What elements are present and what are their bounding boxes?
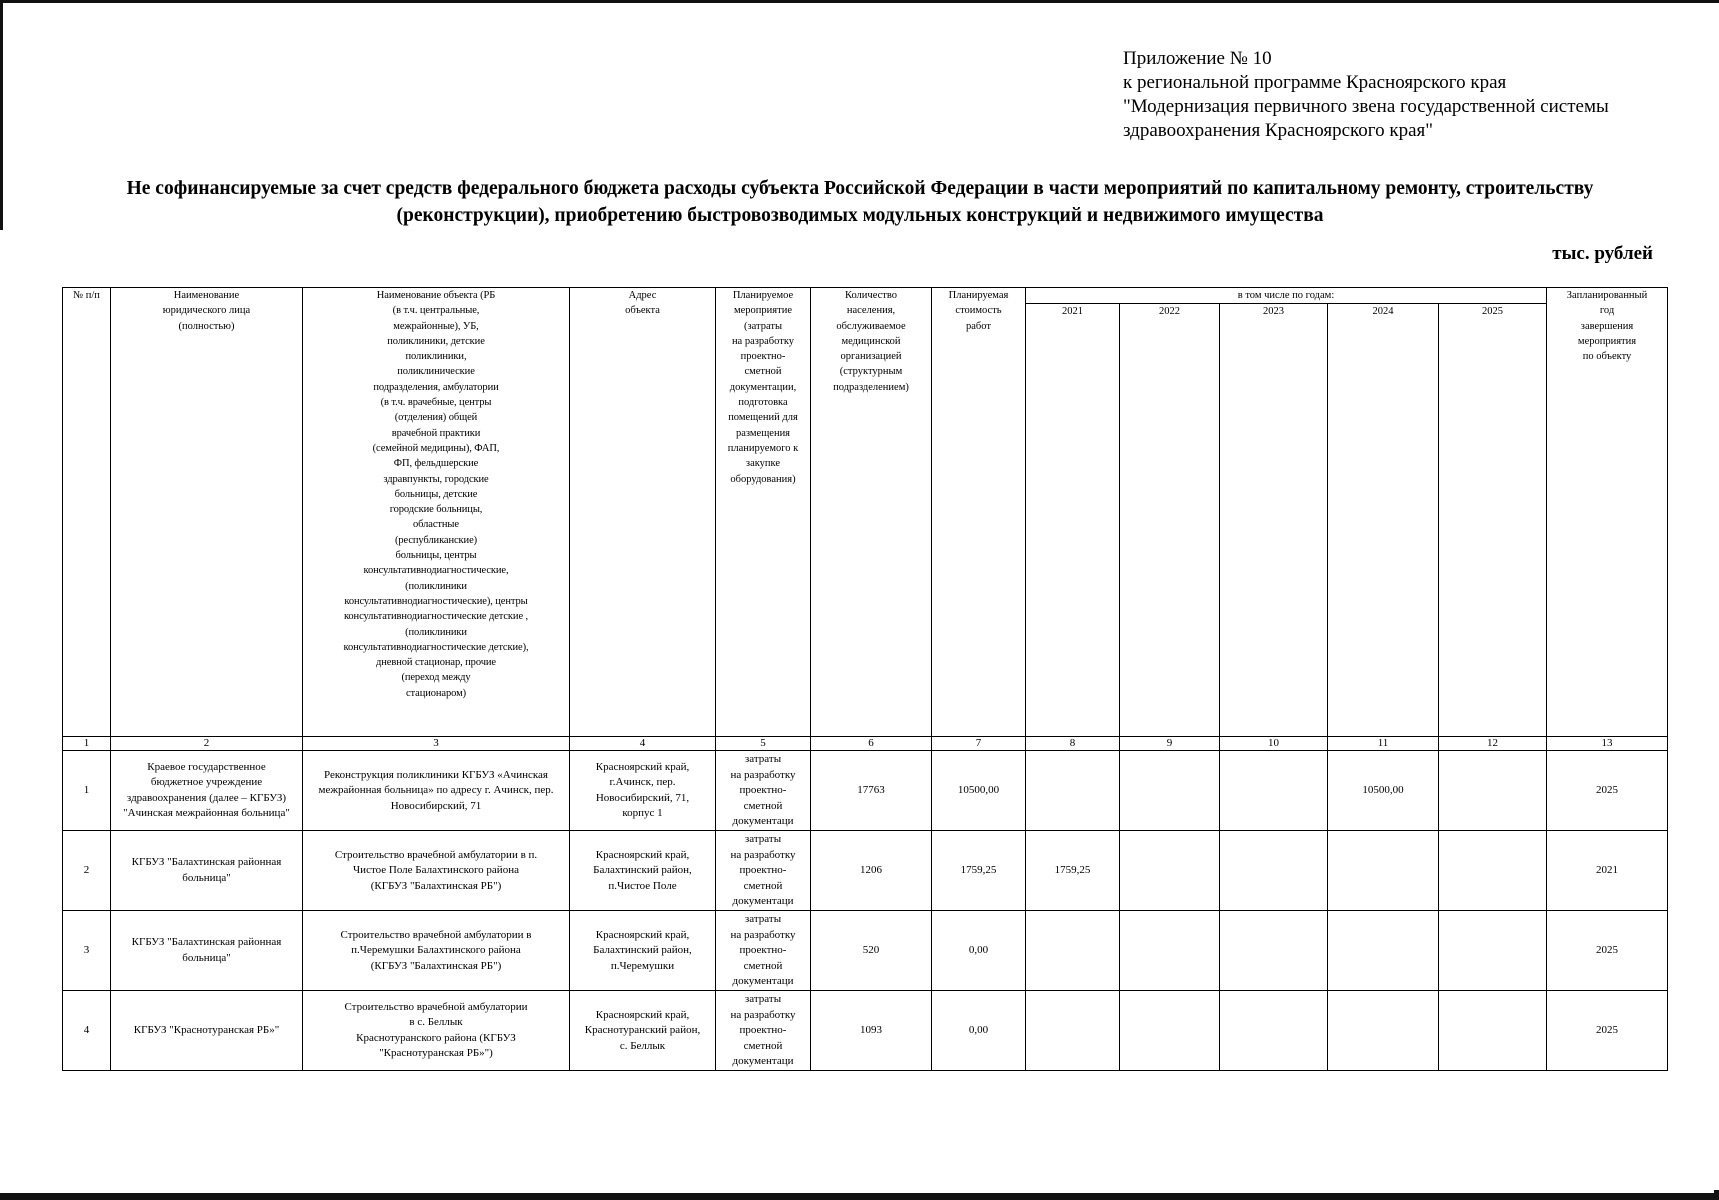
title-line-2: (реконструкции), приобретению быстровозводимых модульных конструкций и недвижимого имущества [396, 205, 1324, 226]
cell-num: 4 [63, 991, 111, 1071]
header-activity: Планируемое мероприятие (затраты на разработку проектно- сметной документации, подготовка помещений для размещения планируемого к закупке оборудования) [716, 288, 811, 737]
cell-cost: 10500,00 [932, 751, 1026, 831]
column-number: 9 [1120, 737, 1220, 751]
cell-population: 1093 [811, 991, 932, 1071]
cell-2022 [1120, 911, 1220, 991]
cell-2023 [1220, 751, 1328, 831]
expenses-table [62, 287, 1668, 1071]
cell-address: Красноярский край, г.Ачинск, пер. Новосибирский, 71, корпус 1 [570, 751, 716, 831]
cell-2022 [1120, 751, 1220, 831]
scan-edge-left [0, 0, 3, 230]
cell-num: 1 [63, 751, 111, 831]
column-number: 5 [716, 737, 811, 751]
appendix-header [1123, 47, 1609, 143]
appendix-line: Приложение № 10 [1123, 48, 1272, 69]
scan-edge-right [1714, 1190, 1719, 1200]
column-number: 13 [1547, 737, 1668, 751]
header-years-group: в том числе по годам: [1026, 288, 1547, 304]
column-number: 1 [63, 737, 111, 751]
header-completion: Запланированный год завершения мероприятия по объекту [1547, 288, 1668, 737]
cell-2023 [1220, 831, 1328, 911]
header-year-2023: 2023 [1220, 304, 1328, 737]
cell-2025 [1439, 911, 1547, 991]
column-number: 10 [1220, 737, 1328, 751]
appendix-line: здравоохранения Красноярского края" [1123, 120, 1434, 141]
cell-num: 2 [63, 831, 111, 911]
cell-2021: 1759,25 [1026, 831, 1120, 911]
cell-2024 [1328, 831, 1439, 911]
cell-2025 [1439, 751, 1547, 831]
header-year-2022: 2022 [1120, 304, 1220, 737]
cell-2021 [1026, 991, 1120, 1071]
cell-2025 [1439, 991, 1547, 1071]
cell-completion: 2025 [1547, 991, 1668, 1071]
column-number-row [63, 737, 1668, 751]
cell-2021 [1026, 911, 1120, 991]
cell-completion: 2025 [1547, 751, 1668, 831]
cell-object: Строительство врачебной амбулатории в с. Беллык Краснотуранского района (КГБУЗ "Краснотуранская РБ»") [303, 991, 570, 1071]
cell-2024 [1328, 991, 1439, 1071]
cell-completion: 2025 [1547, 911, 1668, 991]
cell-completion: 2021 [1547, 831, 1668, 911]
cell-entity: Краевое государственное бюджетное учреждение здравоохранения (далее – КГБУЗ) "Ачинская межрайонная больница" [111, 751, 303, 831]
cell-2025 [1439, 831, 1547, 911]
document-title [110, 175, 1610, 229]
appendix-line: "Модернизация первичного звена государственной системы [1123, 96, 1609, 117]
column-number: 7 [932, 737, 1026, 751]
cell-2024 [1328, 911, 1439, 991]
cell-population: 520 [811, 911, 932, 991]
cell-address: Красноярский край, Балахтинский район, п.Чистое Поле [570, 831, 716, 911]
header-year-2025: 2025 [1439, 304, 1547, 737]
cell-2022 [1120, 831, 1220, 911]
cell-object: Строительство врачебной амбулатории в п. Чистое Поле Балахтинского района (КГБУЗ "Балахтинская РБ") [303, 831, 570, 911]
table-row [63, 831, 1668, 911]
table-row [63, 991, 1668, 1071]
header-year-2024: 2024 [1328, 304, 1439, 737]
column-number: 4 [570, 737, 716, 751]
header-population: Количество населения, обслуживаемое медицинской организацией (структурным подразделением) [811, 288, 932, 737]
cell-2021 [1026, 751, 1120, 831]
scan-edge-bottom [0, 1193, 1719, 1200]
header-address: Адрес объекта [570, 288, 716, 737]
cell-activity: затраты на разработку проектно- сметной документаци [716, 911, 811, 991]
header-row-top [63, 288, 1668, 304]
cell-object: Реконструкция поликлиники КГБУЗ «Ачинская межрайонная больница» по адресу г. Ачинск, пер. Новосибирский, 71 [303, 751, 570, 831]
cell-object: Строительство врачебной амбулатории в п.Черемушки Балахтинского района (КГБУЗ "Балахтинская РБ") [303, 911, 570, 991]
column-number: 3 [303, 737, 570, 751]
cell-entity: КГБУЗ "Балахтинская районная больница" [111, 911, 303, 991]
scan-edge-top [0, 0, 1719, 3]
cell-activity: затраты на разработку проектно- сметной документаци [716, 751, 811, 831]
cell-2023 [1220, 911, 1328, 991]
header-cost: Планируемая стоимость работ [932, 288, 1026, 737]
cell-cost: 0,00 [932, 991, 1026, 1071]
cell-cost: 1759,25 [932, 831, 1026, 911]
column-number: 6 [811, 737, 932, 751]
cell-address: Красноярский край, Балахтинский район, п.Черемушки [570, 911, 716, 991]
cell-population: 1206 [811, 831, 932, 911]
header-entity: Наименование юридического лица (полностью) [111, 288, 303, 737]
cell-num: 3 [63, 911, 111, 991]
column-number: 8 [1026, 737, 1120, 751]
cell-cost: 0,00 [932, 911, 1026, 991]
cell-entity: КГБУЗ "Краснотуранская РБ»" [111, 991, 303, 1071]
table-row [63, 751, 1668, 831]
cell-address: Красноярский край, Краснотуранский район, с. Беллык [570, 991, 716, 1071]
title-line-1: Не софинансируемые за счет средств федерального бюджета расходы субъекта Российской Федерации в части мероприятий по капитальному ремонту, строительству [126, 178, 1594, 199]
cell-2023 [1220, 991, 1328, 1071]
table-row [63, 911, 1668, 991]
cell-2022 [1120, 991, 1220, 1071]
column-number: 12 [1439, 737, 1547, 751]
column-number: 2 [111, 737, 303, 751]
column-number: 11 [1328, 737, 1439, 751]
header-year-2021: 2021 [1026, 304, 1120, 737]
cell-activity: затраты на разработку проектно- сметной документаци [716, 991, 811, 1071]
units-label: тыс. рублей [1552, 243, 1653, 264]
cell-activity: затраты на разработку проектно- сметной документаци [716, 831, 811, 911]
header-num: № п/п [63, 288, 111, 737]
cell-population: 17763 [811, 751, 932, 831]
header-object: Наименование объекта (РБ (в т.ч. центральные, межрайонные), УБ, поликлиники, детские поликлиники, поликлинические подразделения, амбулатории (в т.ч. врачебные, центры (отделения) общей врачебной практики (семейной медицины), ФАП, ФП, фельдшерские здравпункты, городские больницы, детские городские больницы, областные (республиканские) больницы, центры консультативнодиагностические, (поликлиники консультативнодиагностические), центры консультативнодиагностические детские , (поликлиники консультативнодиагностические детские), дневной стационар, прочие (переход между стационаром) [303, 288, 570, 737]
cell-2024: 10500,00 [1328, 751, 1439, 831]
cell-entity: КГБУЗ "Балахтинская районная больница" [111, 831, 303, 911]
appendix-line: к региональной программе Красноярского края [1123, 72, 1507, 93]
